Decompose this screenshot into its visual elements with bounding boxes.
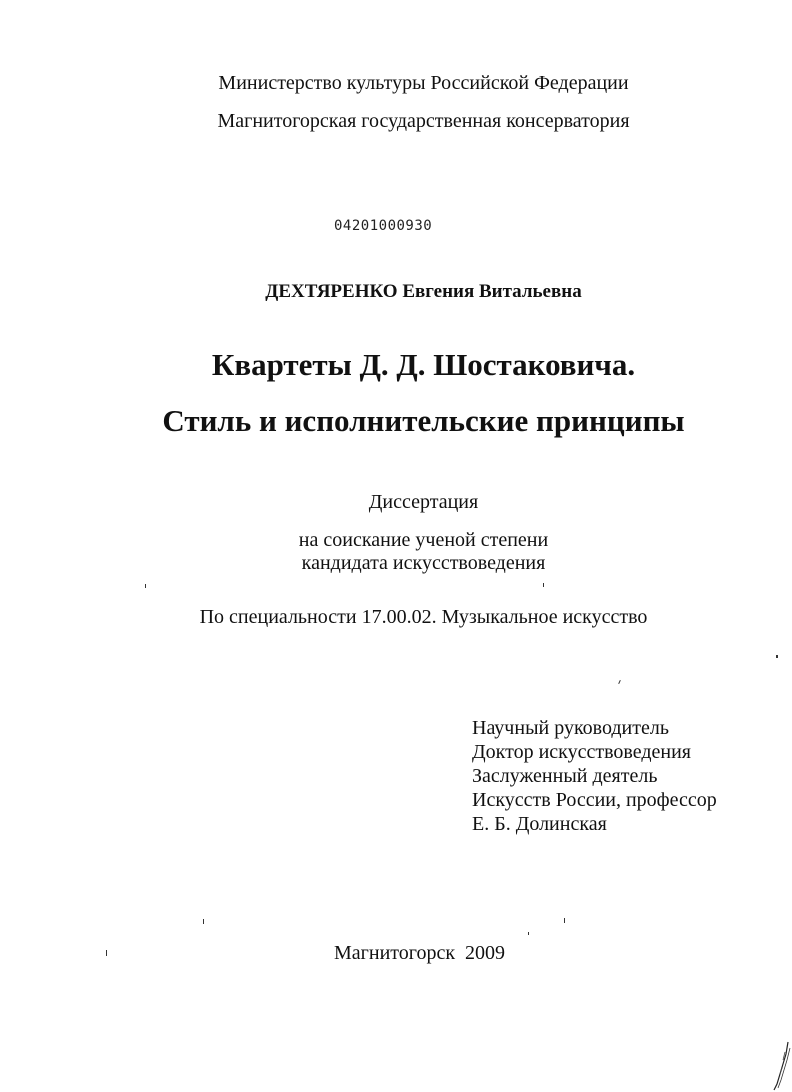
scan-speck [618, 680, 621, 684]
year: 2009 [465, 942, 506, 964]
degree-line-2: кандидата искусствоведения [301, 552, 546, 574]
supervisor-role: Научный руководитель [472, 717, 669, 739]
scan-speck [203, 919, 204, 924]
scan-speck [564, 918, 565, 923]
ministry-name: Министерство культуры Российской Федерации [218, 72, 629, 94]
supervisor-honor-line-2: Искусств России, профессор [472, 789, 717, 811]
supervisor-name: Е. Б. Долинская [472, 813, 607, 835]
scan-speck [776, 655, 778, 658]
scan-speck [145, 584, 146, 588]
scan-speck [106, 950, 107, 956]
scan-speck [528, 932, 529, 935]
thesis-title-line-1: Квартеты Д. Д. Шостаковича. [211, 347, 636, 382]
supervisor-honor-line-1: Заслуженный деятель [472, 765, 658, 787]
supervisor-block [472, 716, 717, 836]
city: Магнитогорск [334, 942, 456, 964]
document-type: Диссертация [368, 491, 479, 513]
archive-code: 04201000930 [334, 218, 433, 234]
scan-speck [543, 583, 544, 587]
specialty: По специальности 17.00.02. Музыкальное искусство [199, 606, 648, 628]
author-name: ДЕХТЯРЕНКО Евгения Витальевна [265, 281, 582, 302]
corner-scan-mark [768, 1040, 792, 1092]
supervisor-degree: Доктор искусствоведения [472, 741, 691, 763]
degree-line-1: на соискание ученой степени [298, 529, 549, 551]
city-year [334, 942, 505, 965]
institution-name: Магнитогорская государственная консерватория [217, 110, 630, 132]
thesis-title-line-2: Стиль и исполнительские принципы [162, 403, 685, 438]
